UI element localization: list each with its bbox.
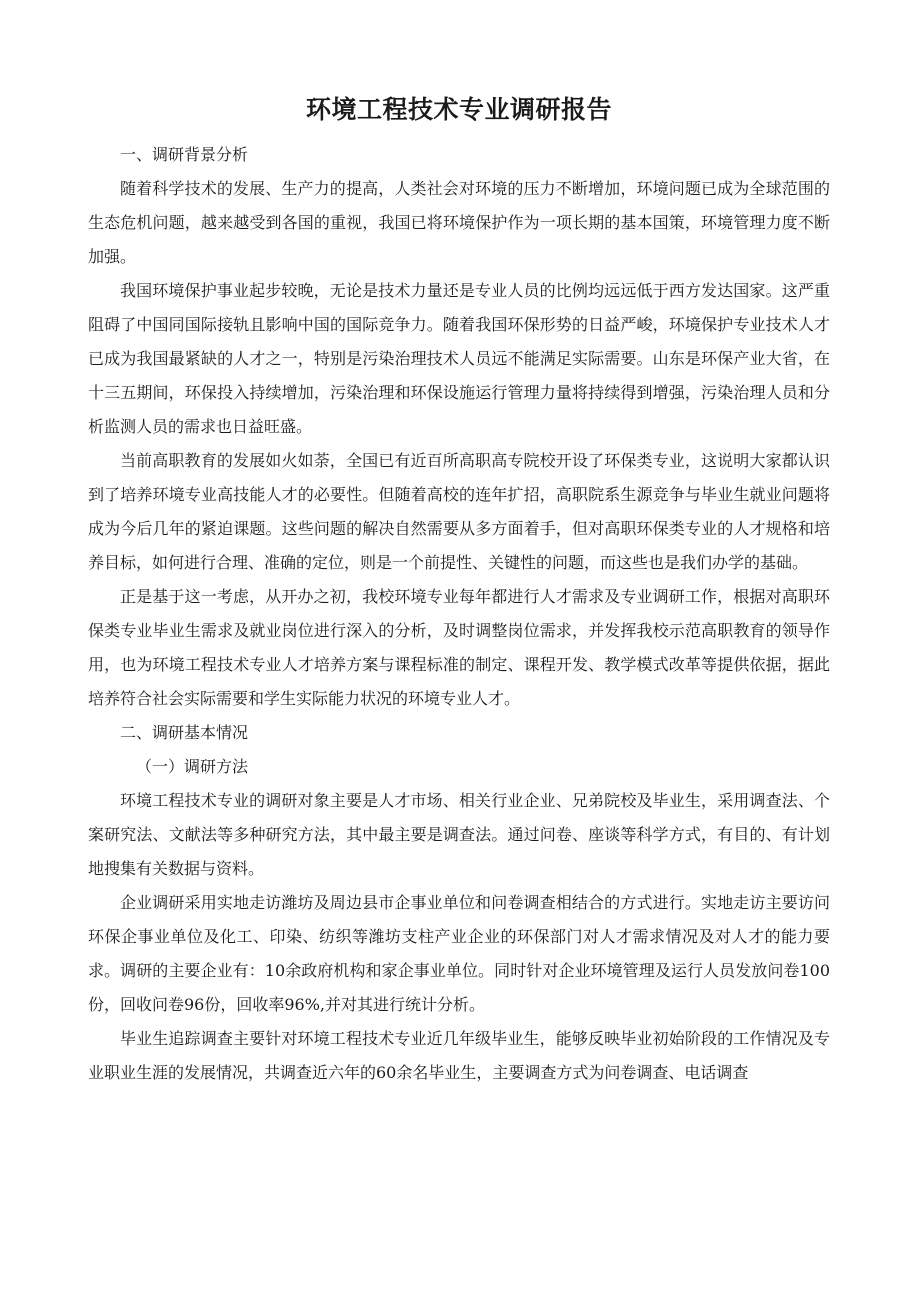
subsection-heading-method: （一）调研方法 [136,757,249,776]
document-title: 环境工程技术专业调研报告 [305,95,612,124]
section-heading-background: 一、调研背景分析 [120,145,249,164]
paragraph: 企业调研采用实地走访潍坊及周边县市企事业单位和问卷调查相结合的方式进行。实地走访主要访问环保企事业单位及化工、印染、纺织等潍坊支柱产业企业的环保部门对人才需求情况及对人才的能力要求。调研的主要企业有：10余政府机构和家企事业单位。同时针对企业环境管理及运行人员发放问卷100份，回收问卷96份，回收率96%,并对其进行统计分析。 [88,893,830,1014]
paragraph: 我国环境保护事业起步较晚，无论是技术力量还是专业人员的比例均远远低于西方发达国家。这严重阻碍了中国同国际接轨且影响中国的国际竞争力。随着我国环保形势的日益严峻，环境保护专业技术人才已成为我国最紧缺的人才之一，特别是污染治理技术人员远不能满足实际需要。山东是环保产业大省，在十三五期间，环保投入持续增加，污染治理和环保设施运行管理力量将持续得到增强，污染治理人员和分析监测人员的需求也日益旺盛。 [88,281,830,436]
paragraph: 环境工程技术专业的调研对象主要是人才市场、相关行业企业、兄弟院校及毕业生，采用调查法、个案研究法、文献法等多种研究方法，其中最主要是调查法。通过问卷、座谈等科学方式，有目的、有计划地搜集有关数据与资料。 [88,791,830,878]
paragraph: 正是基于这一考虑，从开办之初，我校环境专业每年都进行人才需求及专业调研工作，根据对高职环保类专业毕业生需求及就业岗位进行深入的分析，及时调整岗位需求，并发挥我校示范高职教育的领导作用，也为环境工程技术专业人才培养方案与课程标准的制定、课程开发、教学模式改革等提供依据，据此培养符合社会实际需要和学生实际能力状况的环境专业人才。 [88,587,830,708]
paragraph: 当前高职教育的发展如火如荼，全国已有近百所高职高专院校开设了环保类专业，这说明大家都认识到了培养环境专业高技能人才的必要性。但随着高校的连年扩招，高职院系生源竞争与毕业生就业问题将成为今后几年的紧迫课题。这些问题的解决自然需要从多方面着手，但对高职环保类专业的人才规格和培养目标，如何进行合理、准确的定位，则是一个前提性、关键性的问题，而这些也是我们办学的基础。 [88,451,830,572]
section-heading-basic-info: 二、调研基本情况 [120,723,249,742]
paragraph: 随着科学技术的发展、生产力的提高，人类社会对环境的压力不断增加，环境问题已成为全球范围的生态危机问题，越来越受到各国的重视，我国已将环境保护作为一项长期的基本国策，环境管理力度不断加强。 [88,179,830,266]
paragraph: 毕业生追踪调查主要针对环境工程技术专业近几年级毕业生，能够反映毕业初始阶段的工作情况及专业职业生涯的发展情况，共调查近六年的60余名毕业生，主要调查方式为问卷调查、电话调查 [88,1029,830,1082]
